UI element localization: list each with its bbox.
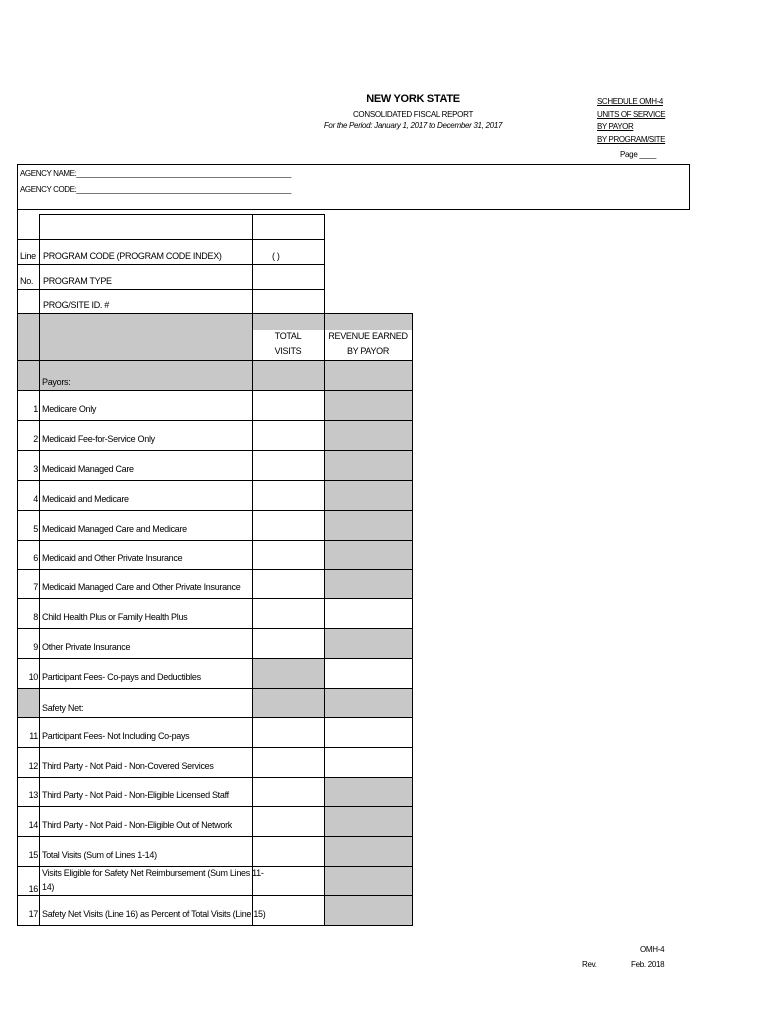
line-number-10: 10: [28, 672, 38, 682]
grid-line: [17, 806, 412, 807]
total-visits-cell-7[interactable]: [253, 570, 323, 597]
line-number-9: 9: [33, 642, 38, 652]
program-code-label: PROGRAM CODE (PROGRAM CODE INDEX): [43, 251, 222, 261]
program-type-input[interactable]: [253, 265, 323, 289]
total-visits-cell-15[interactable]: [253, 837, 323, 865]
prog-site-label: PROG/SITE ID. #: [43, 300, 110, 310]
footer-form-id: OMH-4: [640, 945, 665, 954]
row-label-9: Other Private Insurance: [42, 642, 131, 652]
grid-line: [17, 925, 412, 926]
grid-line: [17, 895, 412, 896]
grid-line: [17, 510, 412, 511]
form-title: NEW YORK STATE: [366, 93, 460, 105]
row-label-16-b: 14): [42, 882, 55, 892]
revenue-header-1: REVENUE EARNED: [328, 331, 408, 341]
revenue-shade-row-5: [324, 510, 412, 540]
line-number-6: 6: [33, 553, 38, 563]
grid-line: [17, 313, 412, 314]
revenue-shade-row-6: [324, 540, 412, 569]
revenue-shade-row-15: [324, 836, 412, 866]
grid-line: [17, 866, 412, 867]
payors-shade: [252, 360, 412, 390]
total-visits-cell-6[interactable]: [253, 541, 323, 568]
total-visits-cell-8[interactable]: [253, 599, 323, 627]
row-label-7: Medicaid Managed Care and Other Private Insurance: [42, 582, 241, 592]
total-visits-cell-2[interactable]: [253, 421, 323, 449]
line-number-3: 3: [33, 464, 38, 474]
schedule-by-payor: BY PAYOR: [597, 122, 634, 131]
revenue-shade-row-2: [324, 420, 412, 450]
total-visits-cell-12[interactable]: [253, 748, 323, 776]
agency-box: [17, 164, 690, 210]
row-label-3: Medicaid Managed Care: [42, 464, 134, 474]
no-label: No.: [20, 276, 34, 286]
total-visits-header-1: TOTAL: [274, 331, 302, 341]
line-number-4: 4: [33, 494, 38, 504]
row-label-16-a: Visits Eligible for Safety Net Reimbursement (Sum Lines 11-: [42, 868, 264, 878]
revenue-shade-row-3: [324, 450, 412, 480]
grid-line: [17, 540, 412, 541]
line-number-2: 2: [33, 434, 38, 444]
grid-line: [17, 836, 412, 837]
agency-name-field[interactable]: AGENCY NAME:_____________________________________________________: [20, 169, 292, 178]
total-visits-cell-1[interactable]: [253, 392, 323, 419]
total-visits-cell-13[interactable]: [253, 778, 323, 805]
total-visits-cell-14[interactable]: [253, 807, 323, 835]
top-line: [39, 214, 324, 215]
revenue-cell-10[interactable]: [325, 659, 411, 687]
row-label-10: Participant Fees- Co-pays and Deductibles: [42, 672, 201, 682]
revenue-shade-row-1: [324, 391, 412, 420]
row-label-15: Total Visits (Sum of Lines 1-14): [42, 850, 157, 860]
revenue-shade-row-9: [324, 628, 412, 658]
line-number-16: 16: [28, 884, 38, 894]
line-number-8: 8: [33, 612, 38, 622]
line-number-12: 12: [28, 761, 38, 771]
footer-rev-date: Feb. 2018: [631, 960, 665, 969]
row-label-6: Medicaid and Other Private Insurance: [42, 553, 183, 563]
vline-left: [17, 208, 18, 926]
row-label-5: Medicaid Managed Care and Medicare: [42, 524, 187, 534]
schedule-by-program: BY PROGRAM/SITE: [597, 135, 666, 144]
grid-line: [17, 688, 412, 689]
form-subtitle: CONSOLIDATED FISCAL REPORT: [352, 110, 474, 119]
total-visits-header-2: VISITS: [274, 346, 302, 356]
grid-line: [17, 450, 412, 451]
line-number-1: 1: [33, 404, 38, 414]
revenue-shade-row-17: [324, 895, 412, 925]
total-visits-cell-10[interactable]: [253, 659, 323, 687]
vline-line-no: [39, 214, 40, 926]
revenue-shade-row-13: [324, 777, 412, 806]
grid-line: [17, 360, 412, 361]
revenue-cell-11[interactable]: [325, 718, 411, 746]
total-visits-cell-9[interactable]: [253, 629, 323, 657]
schedule-units: UNITS OF SERVICE: [597, 110, 666, 119]
vline-right: [412, 313, 413, 926]
row-label-17: Safety Net Visits (Line 16) as Percent of Total Visits (Line 15): [42, 909, 266, 919]
program-code-index-paren: ( ): [272, 251, 280, 261]
grid-line: [17, 628, 412, 629]
revenue-shade-row-7: [324, 569, 412, 598]
schedule-id: SCHEDULE OMH-4: [597, 97, 663, 106]
revenue-header-2: BY PAYOR: [346, 346, 390, 356]
program-code-input[interactable]: [253, 240, 323, 264]
revenue-shade-row-16: [324, 866, 412, 895]
row-label-2: Medicaid Fee-for-Service Only: [42, 434, 155, 444]
grid-line: [17, 480, 412, 481]
revenue-shade-row-14: [324, 806, 412, 836]
grid-line: [17, 420, 412, 421]
prog-site-input[interactable]: [253, 290, 323, 313]
page-number: Page ____: [620, 150, 657, 159]
total-visits-cell-5[interactable]: [253, 511, 323, 539]
line-number-15: 15: [28, 850, 38, 860]
line-number-13: 13: [28, 790, 38, 800]
line-number-7: 7: [33, 582, 38, 592]
line-number-17: 17: [28, 909, 38, 919]
safety-net-section-label: Safety Net:: [42, 703, 84, 713]
revenue-cell-12[interactable]: [325, 748, 411, 776]
line-label: Line: [20, 251, 36, 261]
agency-code-field[interactable]: AGENCY CODE:_____________________________________________________: [20, 185, 292, 194]
row-label-4: Medicaid and Medicare: [42, 494, 129, 504]
total-visits-cell-3[interactable]: [253, 451, 323, 479]
row-label-1: Medicare Only: [42, 404, 97, 414]
line-number-14: 14: [28, 820, 38, 830]
total-visits-cell-11[interactable]: [253, 718, 323, 746]
grid-line: [17, 777, 412, 778]
row-label-8: Child Health Plus or Family Health Plus: [42, 612, 188, 622]
row-label-11: Participant Fees- Not Including Co-pays: [42, 731, 190, 741]
line-number-11: 11: [29, 731, 38, 741]
footer-rev-label: Rev.: [582, 960, 597, 969]
lineno-shade-top: [17, 313, 39, 390]
report-period: For the Period: January 1, 2017 to December 31, 2017: [323, 121, 503, 130]
revenue-cell-8[interactable]: [325, 599, 411, 627]
grid-line: [17, 390, 412, 391]
row-label-13: Third Party - Not Paid - Non-Eligible Licensed Staff: [42, 790, 229, 800]
program-type-label: PROGRAM TYPE: [43, 276, 112, 286]
row-label-14: Third Party - Not Paid - Non-Eligible Out of Network: [42, 820, 232, 830]
vline-visits: [324, 214, 325, 926]
revenue-shade-row-4: [324, 480, 412, 510]
revenue-shade-safety: [324, 688, 412, 717]
payors-section-label: Payors:: [42, 377, 71, 387]
grid-line: [17, 569, 412, 570]
lineno-shade-safety: [17, 688, 39, 717]
row-label-12: Third Party - Not Paid - Non-Covered Services: [42, 761, 214, 771]
line-number-5: 5: [33, 524, 38, 534]
total-visits-cell-4[interactable]: [253, 481, 323, 509]
